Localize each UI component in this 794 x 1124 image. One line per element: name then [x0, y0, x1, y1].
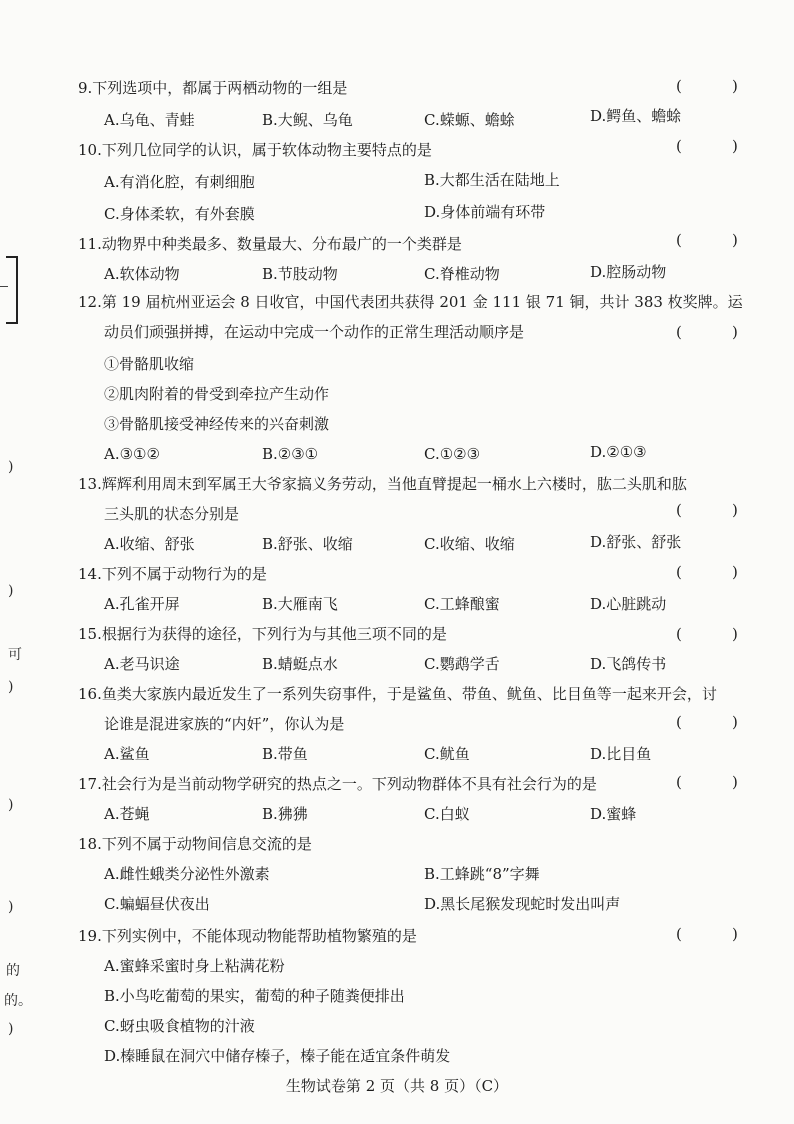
option-17-b[interactable]: B.狒狒 — [262, 805, 308, 823]
margin-mark: ) — [8, 583, 14, 599]
option-12-a[interactable]: A.③①② — [104, 445, 160, 463]
option-15-b[interactable]: B.蜻蜓点水 — [262, 655, 338, 673]
question-12-item-3: ③骨骼肌接受神经传来的兴奋刺激 — [104, 415, 330, 433]
option-16-d[interactable]: D.比目鱼 — [590, 745, 652, 763]
option-14-d[interactable]: D.心脏跳动 — [590, 595, 667, 613]
margin-mark: ) — [8, 679, 14, 695]
option-12-b[interactable]: B.②③① — [262, 445, 319, 463]
question-15-stem: 15.根据行为获得的途径，下列行为与其他三项不同的是 — [78, 625, 447, 643]
option-11-b[interactable]: B.节肢动物 — [262, 265, 338, 283]
binding-bracket — [6, 256, 18, 324]
option-9-c[interactable]: C.蝾螈、蟾蜍 — [424, 111, 515, 129]
margin-mark: 可 — [8, 647, 22, 663]
question-12-item-1: ①骨骼肌收缩 — [104, 355, 195, 373]
option-11-c[interactable]: C.脊椎动物 — [424, 265, 500, 283]
option-12-c[interactable]: C.①②③ — [424, 445, 481, 463]
option-18-b[interactable]: B.工蜂跳“8”字舞 — [424, 865, 540, 883]
question-17-stem: 17.社会行为是当前动物学研究的热点之一。下列动物群体不具有社会行为的是 — [78, 775, 597, 793]
option-14-b[interactable]: B.大雁南飞 — [262, 595, 338, 613]
question-9-stem: 9.下列选项中，都属于两栖动物的一组是 — [78, 79, 348, 97]
question-13-stem-line-1: 13.辉辉利用周末到军属王大爷家搞义务劳动，当他直臂提起一桶水上六楼时，肱二头肌和肱 — [78, 475, 687, 493]
question-10-stem: 10.下列几位同学的认识，属于软体动物主要特点的是 — [78, 141, 432, 159]
option-9-d[interactable]: D.鳄鱼、蟾蜍 — [590, 107, 682, 125]
option-18-d[interactable]: D.黑长尾猴发现蛇时发出叫声 — [424, 895, 621, 913]
option-14-c[interactable]: C.工蜂酿蜜 — [424, 595, 500, 613]
option-13-a[interactable]: A.收缩、舒张 — [104, 535, 195, 553]
question-16-stem-line-2: 论谁是混进家族的“内奸”，你认为是 — [104, 715, 345, 733]
binding-tick — [0, 286, 8, 287]
option-16-a[interactable]: A.鲨鱼 — [104, 745, 150, 763]
question-19-stem: 19.下列实例中，不能体现动物能帮助植物繁殖的是 — [78, 927, 417, 945]
option-11-a[interactable]: A.软体动物 — [104, 265, 180, 283]
question-12-stem-line-1: 12.第 19 届杭州亚运会 8 日收官，中国代表团共获得 201 金 111 银 71 铜，共计 383 枚奖牌。运 — [78, 293, 743, 311]
option-19-a[interactable]: A.蜜蜂采蜜时身上粘满花粉 — [104, 957, 285, 975]
option-15-c[interactable]: C.鹦鹉学舌 — [424, 655, 500, 673]
option-10-a[interactable]: A.有消化腔，有刺细胞 — [104, 173, 255, 191]
margin-mark: 的。 — [4, 993, 32, 1009]
question-12-item-2: ②肌肉附着的骨受到牵拉产生动作 — [104, 385, 330, 403]
option-19-c[interactable]: C.蚜虫吸食植物的汁液 — [104, 1017, 255, 1035]
question-11-stem: 11.动物界中种类最多、数量最大、分布最广的一个类群是 — [78, 235, 462, 253]
margin-mark: ) — [8, 899, 14, 915]
question-12-stem-line-2: 动员们顽强拼搏，在运动中完成一个动作的正常生理活动顺序是 — [104, 323, 525, 341]
option-18-c[interactable]: C.蝙蝠昼伏夜出 — [104, 895, 210, 913]
option-15-d[interactable]: D.飞鸽传书 — [590, 655, 667, 673]
page-footer: 生物试卷第 2 页（共 8 页）（C） — [285, 1077, 509, 1095]
question-18-stem: 18.下列不属于动物间信息交流的是 — [78, 835, 312, 853]
option-14-a[interactable]: A.孔雀开屏 — [104, 595, 180, 613]
option-16-b[interactable]: B.带鱼 — [262, 745, 308, 763]
option-11-d[interactable]: D.腔肠动物 — [590, 263, 667, 281]
margin-mark: ) — [8, 797, 14, 813]
option-17-d[interactable]: D.蜜蜂 — [590, 805, 637, 823]
question-16-stem-line-1: 16.鱼类大家族内最近发生了一系列失窃事件，于是鲨鱼、带鱼、鱿鱼、比目鱼等一起来开会，讨 — [78, 685, 717, 703]
option-19-b[interactable]: B.小鸟吃葡萄的果实，葡萄的种子随粪便排出 — [104, 987, 405, 1005]
option-13-b[interactable]: B.舒张、收缩 — [262, 535, 353, 553]
option-10-c[interactable]: C.身体柔软，有外套膜 — [104, 205, 255, 223]
option-19-d[interactable]: D.榛睡鼠在洞穴中储存榛子，榛子能在适宜条件萌发 — [104, 1047, 451, 1065]
option-9-b[interactable]: B.大鲵、乌龟 — [262, 111, 353, 129]
option-18-a[interactable]: A.雌性蛾类分泌性外激素 — [104, 865, 270, 883]
margin-mark: 的 — [6, 963, 20, 979]
option-12-d[interactable]: D.②①③ — [590, 443, 647, 461]
option-9-a[interactable]: A.乌龟、青蛙 — [104, 111, 195, 129]
option-13-c[interactable]: C.收缩、收缩 — [424, 535, 515, 553]
margin-mark: ) — [8, 459, 14, 475]
margin-mark: ) — [8, 1021, 14, 1037]
option-17-a[interactable]: A.苍蝇 — [104, 805, 150, 823]
option-17-c[interactable]: C.白蚁 — [424, 805, 470, 823]
option-13-d[interactable]: D.舒张、舒张 — [590, 533, 682, 551]
question-13-stem-line-2: 三头肌的状态分别是 — [104, 505, 240, 523]
option-10-d[interactable]: D.身体前端有环带 — [424, 203, 546, 221]
option-16-c[interactable]: C.鱿鱼 — [424, 745, 470, 763]
option-15-a[interactable]: A.老马识途 — [104, 655, 180, 673]
option-10-b[interactable]: B.大都生活在陆地上 — [424, 171, 560, 189]
question-14-stem: 14.下列不属于动物行为的是 — [78, 565, 267, 583]
